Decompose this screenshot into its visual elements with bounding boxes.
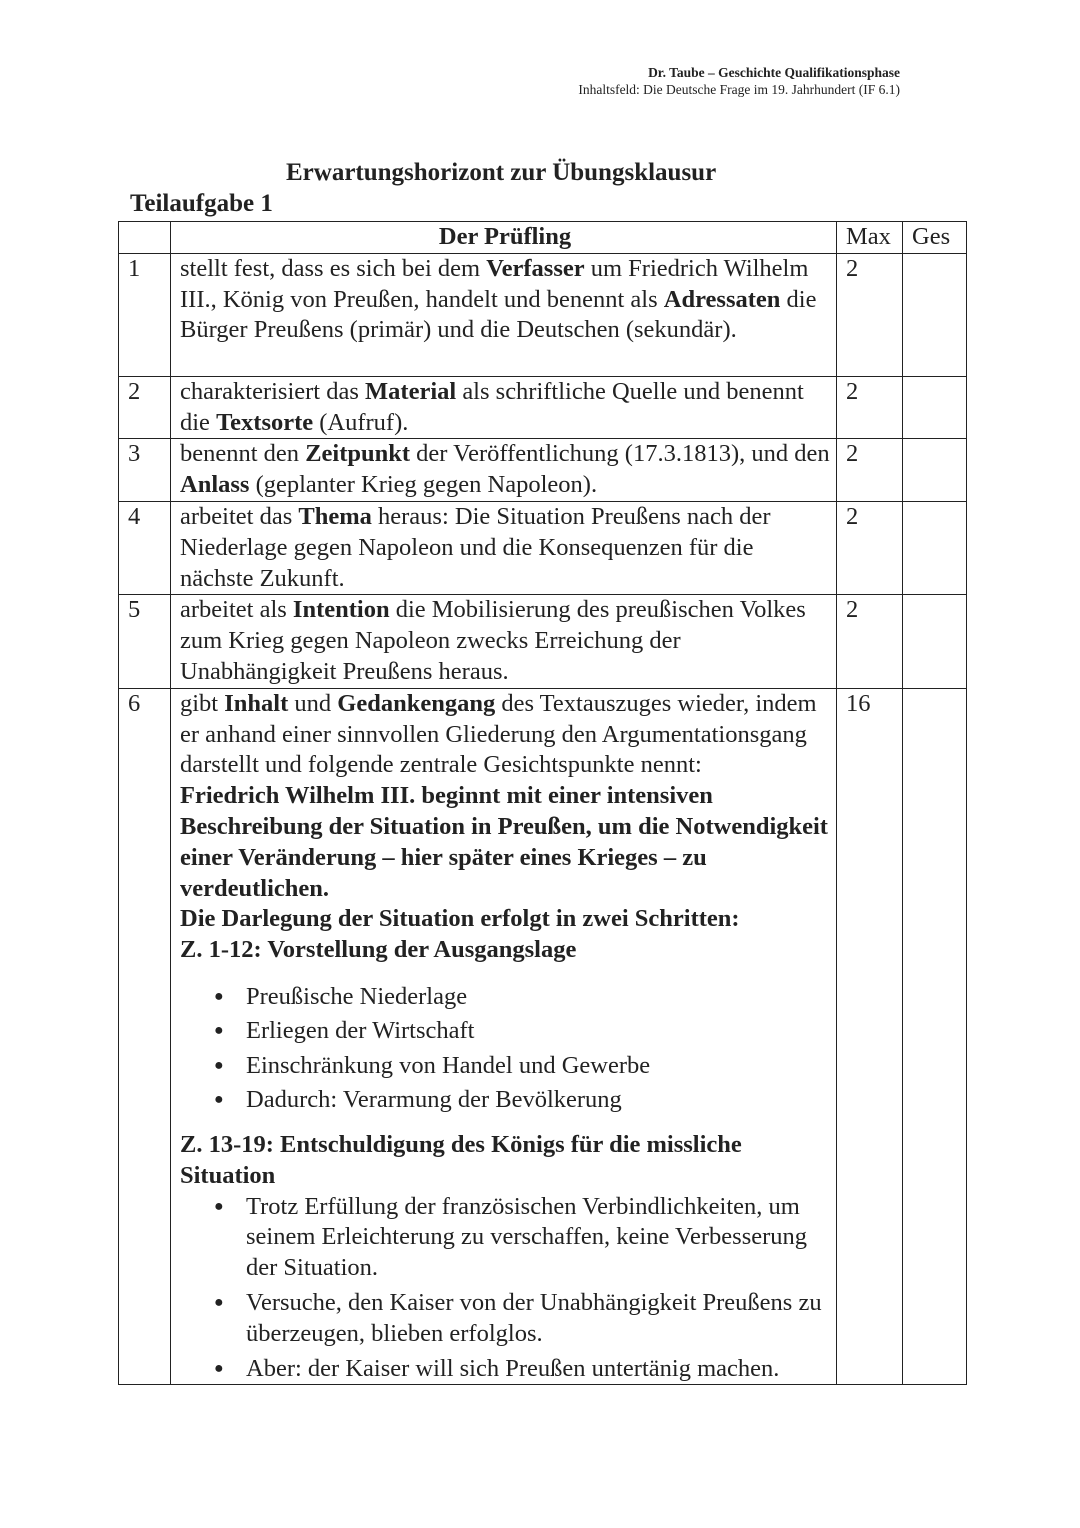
row-description: arbeitet als Intention die Mobilisierung des preußischen Volkes zum Krieg gegen Napoleon zwecks Erreichung der Unabhängigkeit Preußens heraus. — [171, 595, 837, 688]
row-number: 1 — [119, 253, 171, 376]
row-number: 2 — [119, 376, 171, 439]
table-row — [119, 595, 967, 688]
bullet-list — [180, 1192, 830, 1385]
section-heading: Teilaufgabe 1 — [130, 190, 273, 217]
row-score-field[interactable] — [903, 595, 967, 688]
document-title: Erwartungshorizont zur Übungsklausur — [286, 159, 717, 186]
header-ges: Ges — [903, 222, 967, 254]
table-row — [119, 253, 967, 376]
list-item: ● Einschränkung von Handel und Gewerbe — [246, 1049, 830, 1084]
header-max: Max — [837, 222, 903, 254]
content-steps-intro: Die Darlegung der Situation erfolgt in zwei Schritten: — [180, 905, 740, 933]
bullet-list — [180, 980, 830, 1118]
list-item: ● Trotz Erfüllung der französischen Verbindlichkeiten, um seinem Erleichterung zu verschaffen, keine Verbesserung der Situation. — [246, 1192, 830, 1284]
grading-table — [118, 221, 967, 1385]
header-author: Dr. Taube – Geschichte Qualifikationsphase — [648, 65, 900, 80]
row-description: arbeitet das Thema heraus: Die Situation Preußens nach der Niederlage gegen Napoleon und die Konsequenzen für die nächste Zukunft. — [171, 501, 837, 594]
row-description: benennt den Zeitpunkt der Veröffentlichung (17.3.1813), und den Anlass (geplanter Krieg gegen Napoleon). — [171, 439, 837, 502]
table-row — [119, 688, 967, 1385]
list-item: ● Aber: der Kaiser will sich Preußen untertänig machen. — [246, 1354, 830, 1385]
table-row — [119, 439, 967, 502]
row-max-points: 2 — [837, 376, 903, 439]
row-number: 3 — [119, 439, 171, 502]
section-label-lines-1-12: Z. 1-12: Vorstellung der Ausgangslage — [180, 936, 577, 964]
content-summary: Friedrich Wilhelm III. beginnt mit einer intensiven Beschreibung der Situation in Preußen, um die Notwendigkeit einer Veränderung – hier später eines Krieges – zu verdeutlichen. — [180, 782, 828, 902]
header-candidate: Der Prüfling — [171, 222, 837, 254]
row-score-field[interactable] — [903, 501, 967, 594]
row-score-field[interactable] — [903, 439, 967, 502]
list-item: ● Erliegen der Wirtschaft — [246, 1014, 830, 1049]
page-header — [578, 64, 900, 98]
row-number: 6 — [119, 688, 171, 1385]
list-item: ● Preußische Niederlage — [246, 980, 830, 1015]
table-row — [119, 376, 967, 439]
row-score-field[interactable] — [903, 688, 967, 1385]
list-item: ● Versuche, den Kaiser von der Unabhängigkeit Preußens zu überzeugen, blieben erfolglos. — [246, 1288, 830, 1350]
row-description: stellt fest, dass es sich bei dem Verfasser um Friedrich Wilhelm III., König von Preußen, handelt und benennt als Adressaten die Bürger Preußens (primär) und die Deutschen (sekundär). — [171, 253, 837, 376]
row-score-field[interactable] — [903, 376, 967, 439]
row-max-points: 2 — [837, 439, 903, 502]
row-score-field[interactable] — [903, 253, 967, 376]
row-max-points: 2 — [837, 253, 903, 376]
table-header-row — [119, 222, 967, 254]
row-number: 4 — [119, 501, 171, 594]
content-intro: gibt Inhalt und Gedankengang des Textauszuges wieder, indem er anhand einer sinnvollen Gliederung den Argumentationsgang darstellt und folgende zentrale Gesichtspunkte nennt: — [180, 689, 817, 779]
table-row — [119, 501, 967, 594]
row-description: charakterisiert das Material als schriftliche Quelle und benennt die Textsorte (Aufruf). — [171, 376, 837, 439]
row-max-points: 2 — [837, 595, 903, 688]
header-topic: Inhaltsfeld: Die Deutsche Frage im 19. Jahrhundert (IF 6.1) — [578, 82, 900, 97]
row-description — [171, 688, 837, 1385]
section-label-lines-13-19: Z. 13-19: Entschuldigung des Königs für die missliche Situation — [180, 1130, 742, 1189]
row-number: 5 — [119, 595, 171, 688]
header-number — [119, 222, 171, 254]
list-item: ● Dadurch: Verarmung der Bevölkerung — [246, 1083, 830, 1118]
row-max-points: 16 — [837, 688, 903, 1385]
row-max-points: 2 — [837, 501, 903, 594]
